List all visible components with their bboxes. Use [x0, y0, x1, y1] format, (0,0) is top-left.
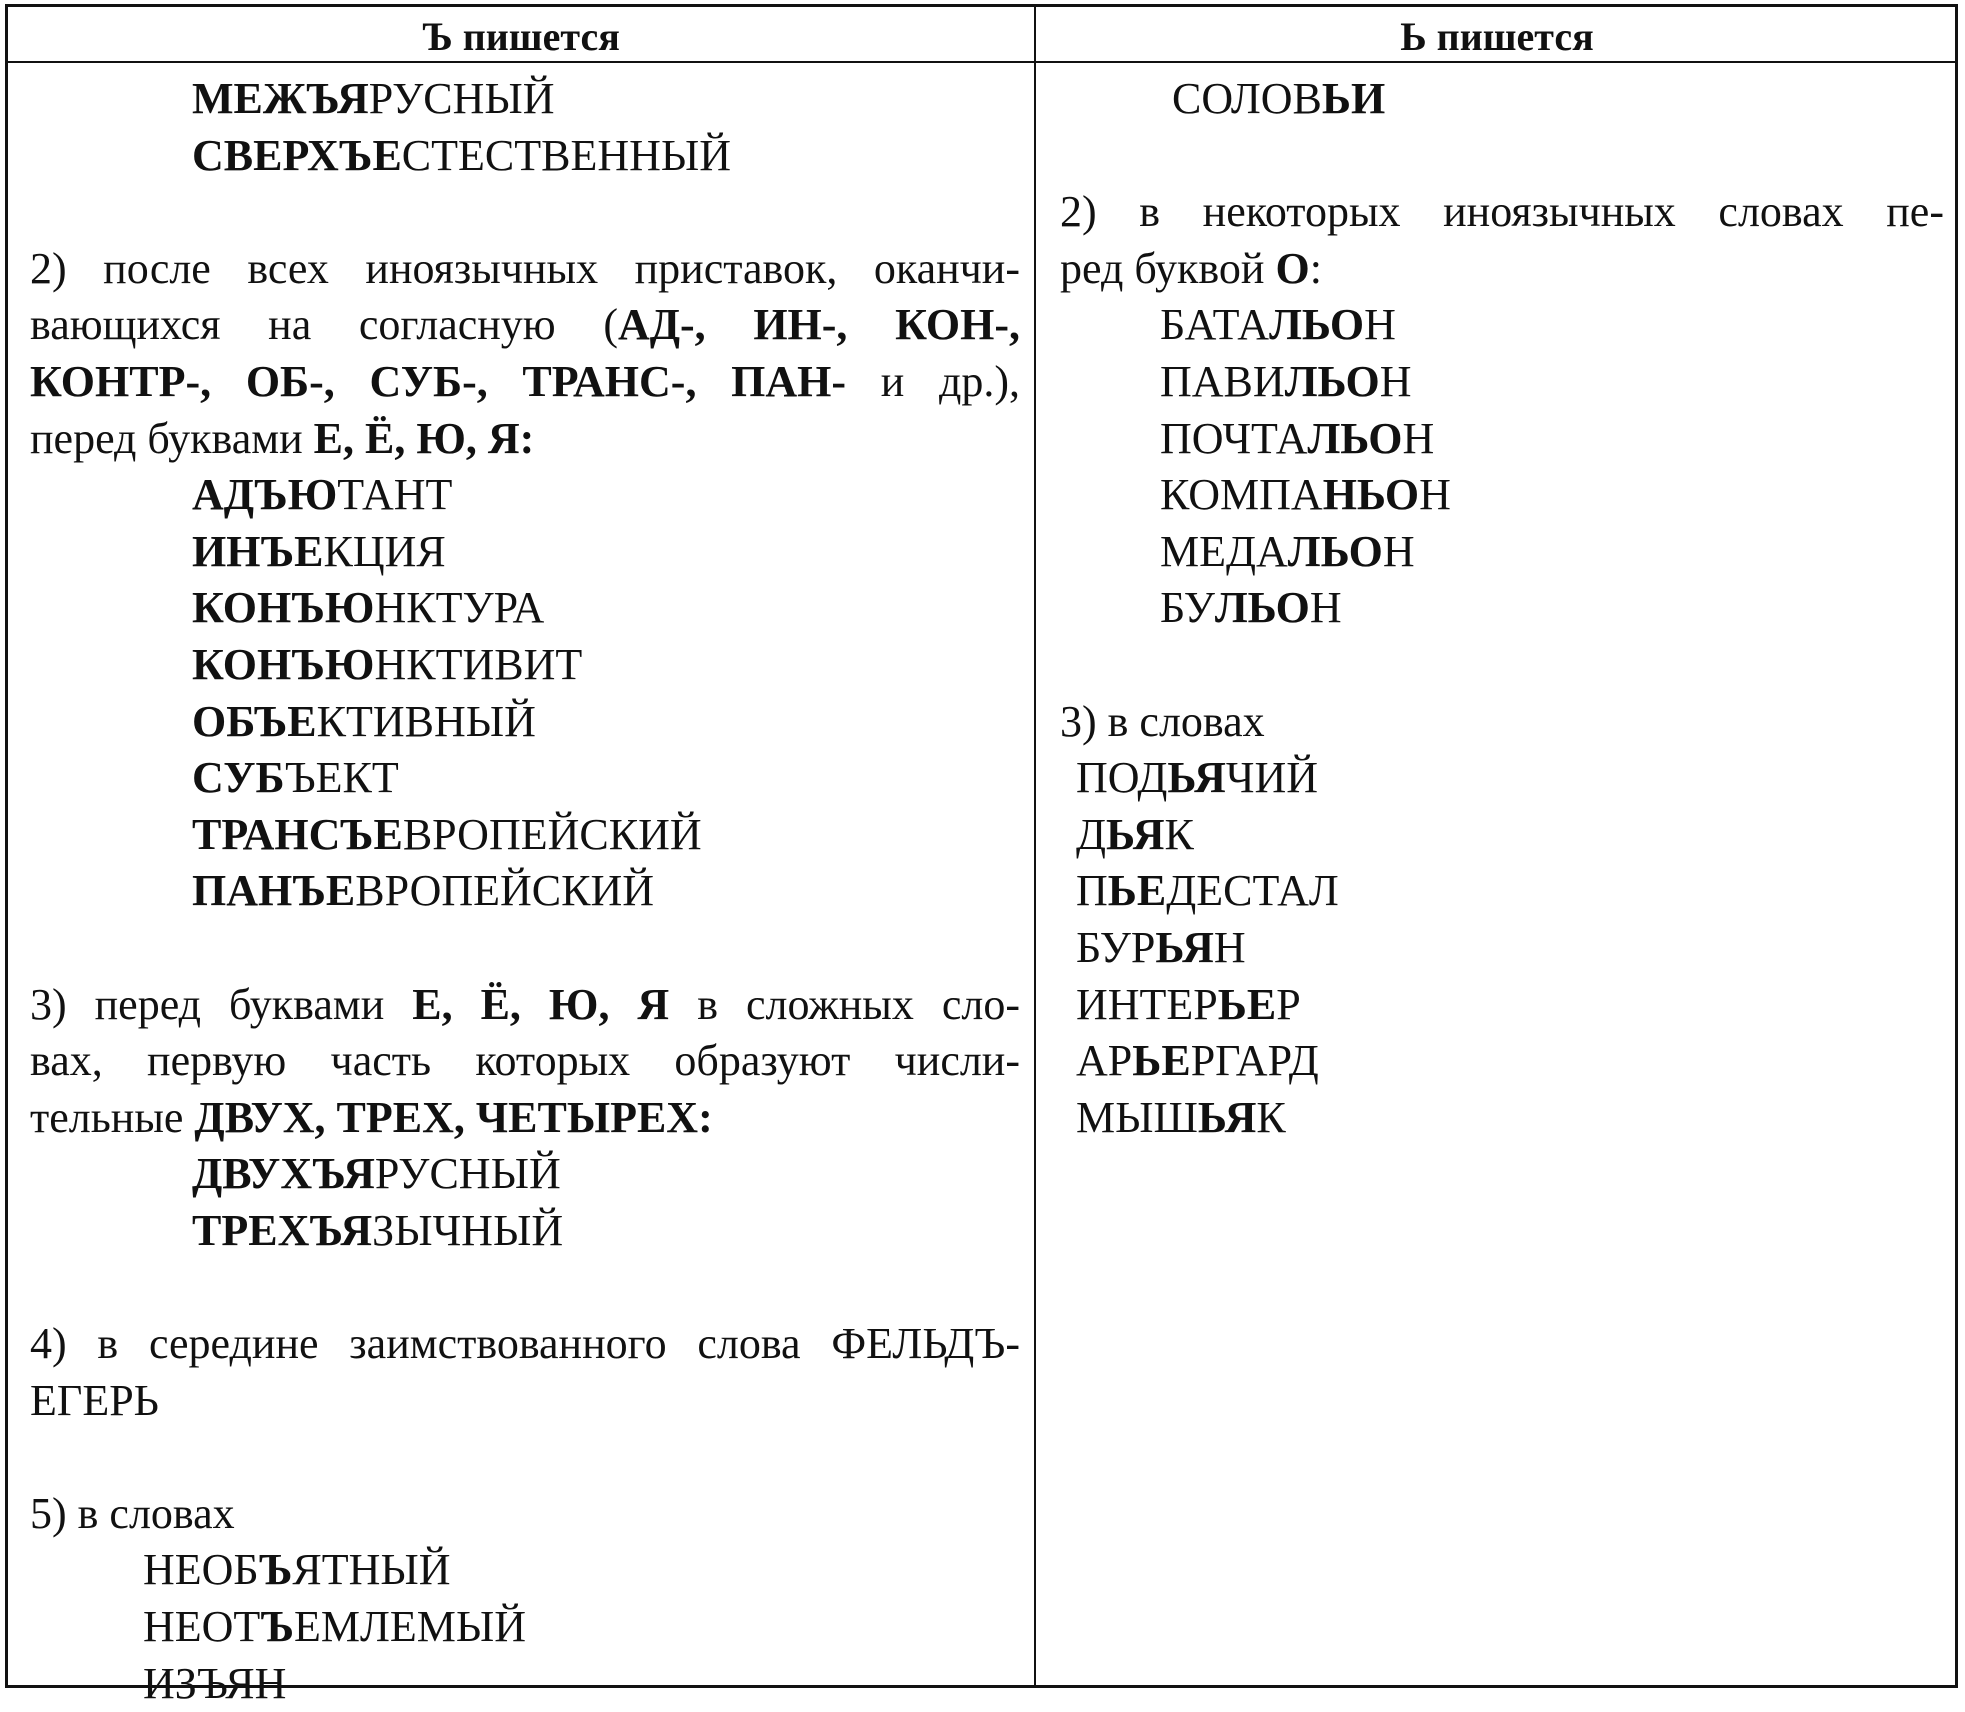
word-item: ТРЕХЪЯЗЫЧНЫЙ — [192, 1205, 564, 1255]
header-soft-sign: Ь пишется — [1400, 14, 1594, 59]
rule-2-text: 2) в некоторых иноязычных словах пе- ред буквой О: — [1060, 187, 1944, 293]
word-item: АРЬЕРГАРД — [1076, 1036, 1319, 1086]
header-hard-sign: Ъ пишется — [422, 14, 620, 59]
word-item: НЕОБЪЯТНЫЙ — [143, 1545, 451, 1595]
soft-sign-column — [1060, 71, 1944, 1146]
rule-5-text: 5) в словах — [30, 1488, 235, 1538]
word-item: ТРАНСЪЕВРОПЕЙСКИЙ — [192, 809, 702, 859]
word-item: СОЛОВЬИ — [1172, 74, 1386, 123]
spelling-rules-table — [5, 4, 1958, 1708]
word-item: ПОЧТАЛЬОН — [1160, 413, 1435, 463]
rule-4-text: 4) в середине заимствованного слова ФЕЛЬДЪ- ЕГЕРЬ — [30, 1319, 1020, 1425]
word-item: МЕЖЪЯРУСНЫЙ — [192, 74, 555, 123]
word-item: ПАНЪЕВРОПЕЙСКИЙ — [192, 866, 655, 916]
word-item: ПОДЬЯЧИЙ — [1076, 753, 1319, 803]
hard-sign-column — [30, 71, 1020, 1712]
word-item: ИНТЕРЬЕР — [1076, 979, 1301, 1029]
header-divider — [8, 61, 1955, 63]
word-item: ИНЪЕКЦИЯ — [192, 526, 446, 576]
word-item: ОБЪЕКТИВНЫЙ — [192, 696, 536, 746]
word-item: НЕОТЪЕМЛЕМЫЙ — [143, 1602, 526, 1652]
word-item: КОМПАНЬОН — [1160, 470, 1451, 520]
word-item: ИЗЪЯН — [143, 1658, 287, 1708]
word-item: ДЬЯК — [1076, 809, 1194, 859]
column-divider — [1034, 7, 1036, 1685]
word-item: ДВУХЪЯРУСНЫЙ — [192, 1149, 561, 1199]
word-item: ПАВИЛЬОН — [1160, 356, 1412, 406]
word-item: ПЬЕДЕСТАЛ — [1076, 866, 1339, 916]
word-item: СУБЪЕКТ — [192, 753, 399, 803]
word-item: БАТАЛЬОН — [1160, 300, 1396, 350]
word-item: БУЛЬОН — [1160, 583, 1342, 633]
word-item: КОНЪЮНКТИВИТ — [192, 639, 583, 689]
word-item: МЕДАЛЬОН — [1160, 526, 1415, 576]
word-item: МЫШЬЯК — [1076, 1092, 1286, 1142]
word-item: БУРЬЯН — [1076, 922, 1246, 972]
rule-2-text: 2) после всех иноязычных приставок, оканчи- вающихся на согласную (АД-, ИН-, КОН-, КОНТР-, ОБ-, СУБ-, ТРАНС-, ПАН- и др.), перед буквами Е, Ё, Ю, Я: — [30, 243, 1020, 463]
rule-3-text: 3) в словах — [1060, 696, 1265, 746]
rule-3-text: 3) перед буквами Е, Ё, Ю, Я в сложных сло- вах, первую часть которых образуют числи- тельные ДВУХ, ТРЕХ, ЧЕТЫРЕХ: — [30, 979, 1020, 1142]
word-item: КОНЪЮНКТУРА — [192, 583, 545, 633]
word-item: СВЕРХЪЕСТЕСТВЕННЫЙ — [192, 130, 732, 180]
word-item: АДЪЮТАНТ — [192, 470, 453, 520]
